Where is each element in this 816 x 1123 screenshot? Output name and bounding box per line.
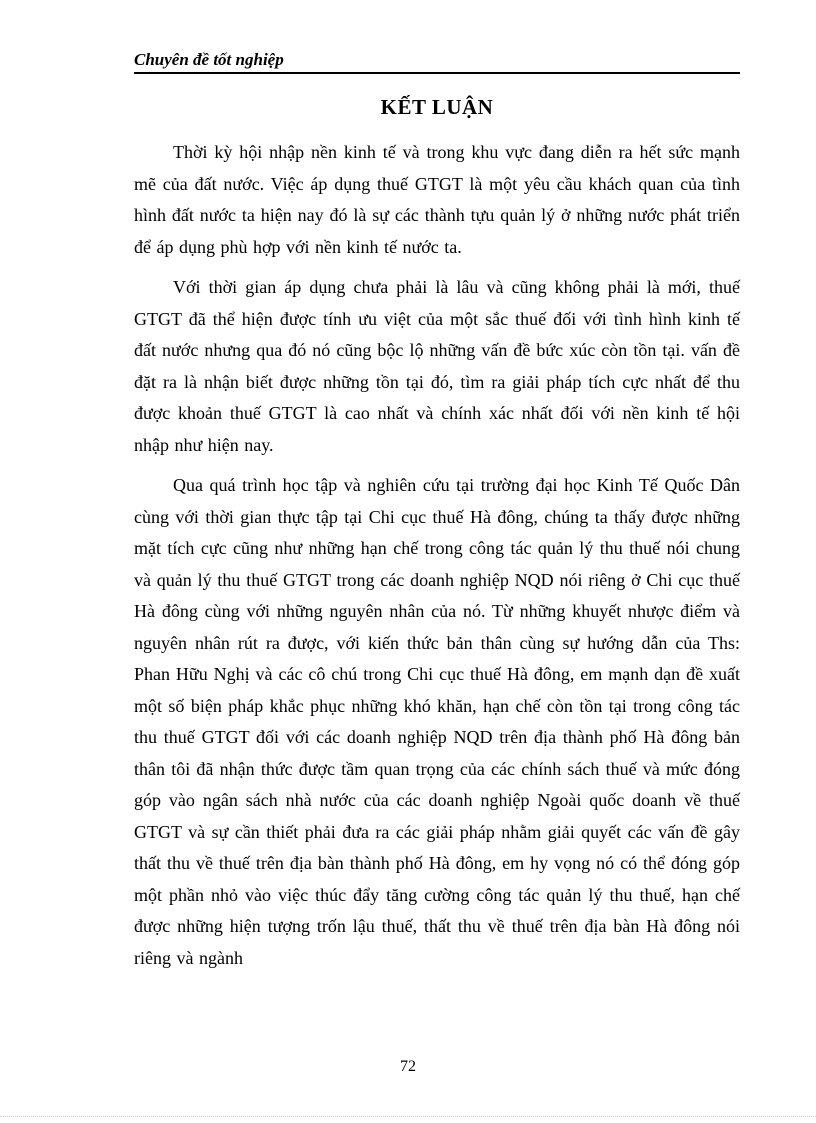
paragraph-1: Thời kỳ hội nhập nền kinh tế và trong khu vực đang diễn ra hết sức mạnh mẽ của đất nước. Việc áp dụng thuế GTGT là một yêu cầu khách quan của tình hình đất nước ta hiện nay đó là sự các thành tựu quản lý ở những nước phát triển để áp dụng phù hợp với nền kinh tế nước ta. [134,142,740,257]
section-heading: KẾT LUẬN [380,95,494,119]
body-text [134,137,740,986]
footer-divider [0,1116,816,1117]
paragraph-2: Với thời gian áp dụng chưa phải là lâu và cũng không phải là mới, thuế GTGT đã thể hiện được tính ưu việt của một sắc thuế đối với tình hình kinh tế đất nước nhưng qua đó nó cũng bộc lộ những vấn đề bức xúc còn tồn tại. vấn đề đặt ra là nhận biết được những tồn tại đó, tìm ra giải pháp tích cực nhất để thu được khoản thuế GTGT là cao nhất và chính xác nhất đối với nền kinh tế hội nhập như hiện nay. [134,277,740,455]
running-header: Chuyên đề tốt nghiệp [134,50,284,69]
paragraph-3: Qua quá trình học tập và nghiên cứu tại trường đại học Kinh Tế Quốc Dân cùng với thời gian thực tập tại Chi cục thuế Hà đông, chúng ta thấy được những mặt tích cực cũng như những hạn chế trong công tác quản lý thu thuế nói chung và quản lý thu thuế GTGT trong các doanh nghiệp NQD nói riêng ở Chi cục thuế Hà đông cùng với những nguyên nhân của nó. Từ những khuyết nhược điểm và nguyên nhân rút ra được, với kiến thức bản thân cùng sự hướng dẫn của Ths: Phan Hữu Nghị và các cô chú trong Chi cục thuế Hà đông, em mạnh dạn đề xuất một số biện pháp khắc phục những khó khăn, hạn chế còn tồn tại trong công tác thu thuế GTGT đối với các doanh nghiệp NQD trên địa thành phố Hà đông bản thân tôi đã nhận thức được tầm quan trọng của các chính sách thuế và mức đóng góp vào ngân sách nhà nước của các doanh nghiệp Ngoài quốc doanh về thuế GTGT và sự cần thiết phải đưa ra các giải pháp nhằm giải quyết các vấn đề gây thất thu về thuế trên địa bàn thành phố Hà đông, em hy vọng nó có thể đóng góp một phần nhỏ vào việc thúc đẩy tăng cường công tác quản lý thu thuế, hạn chế được những hiện tượng trốn lậu thuế, thất thu về thuế trên địa bàn Hà đông nói riêng và ngành [134,475,740,968]
header-rule [134,72,740,74]
page-number: 72 [400,1058,416,1075]
